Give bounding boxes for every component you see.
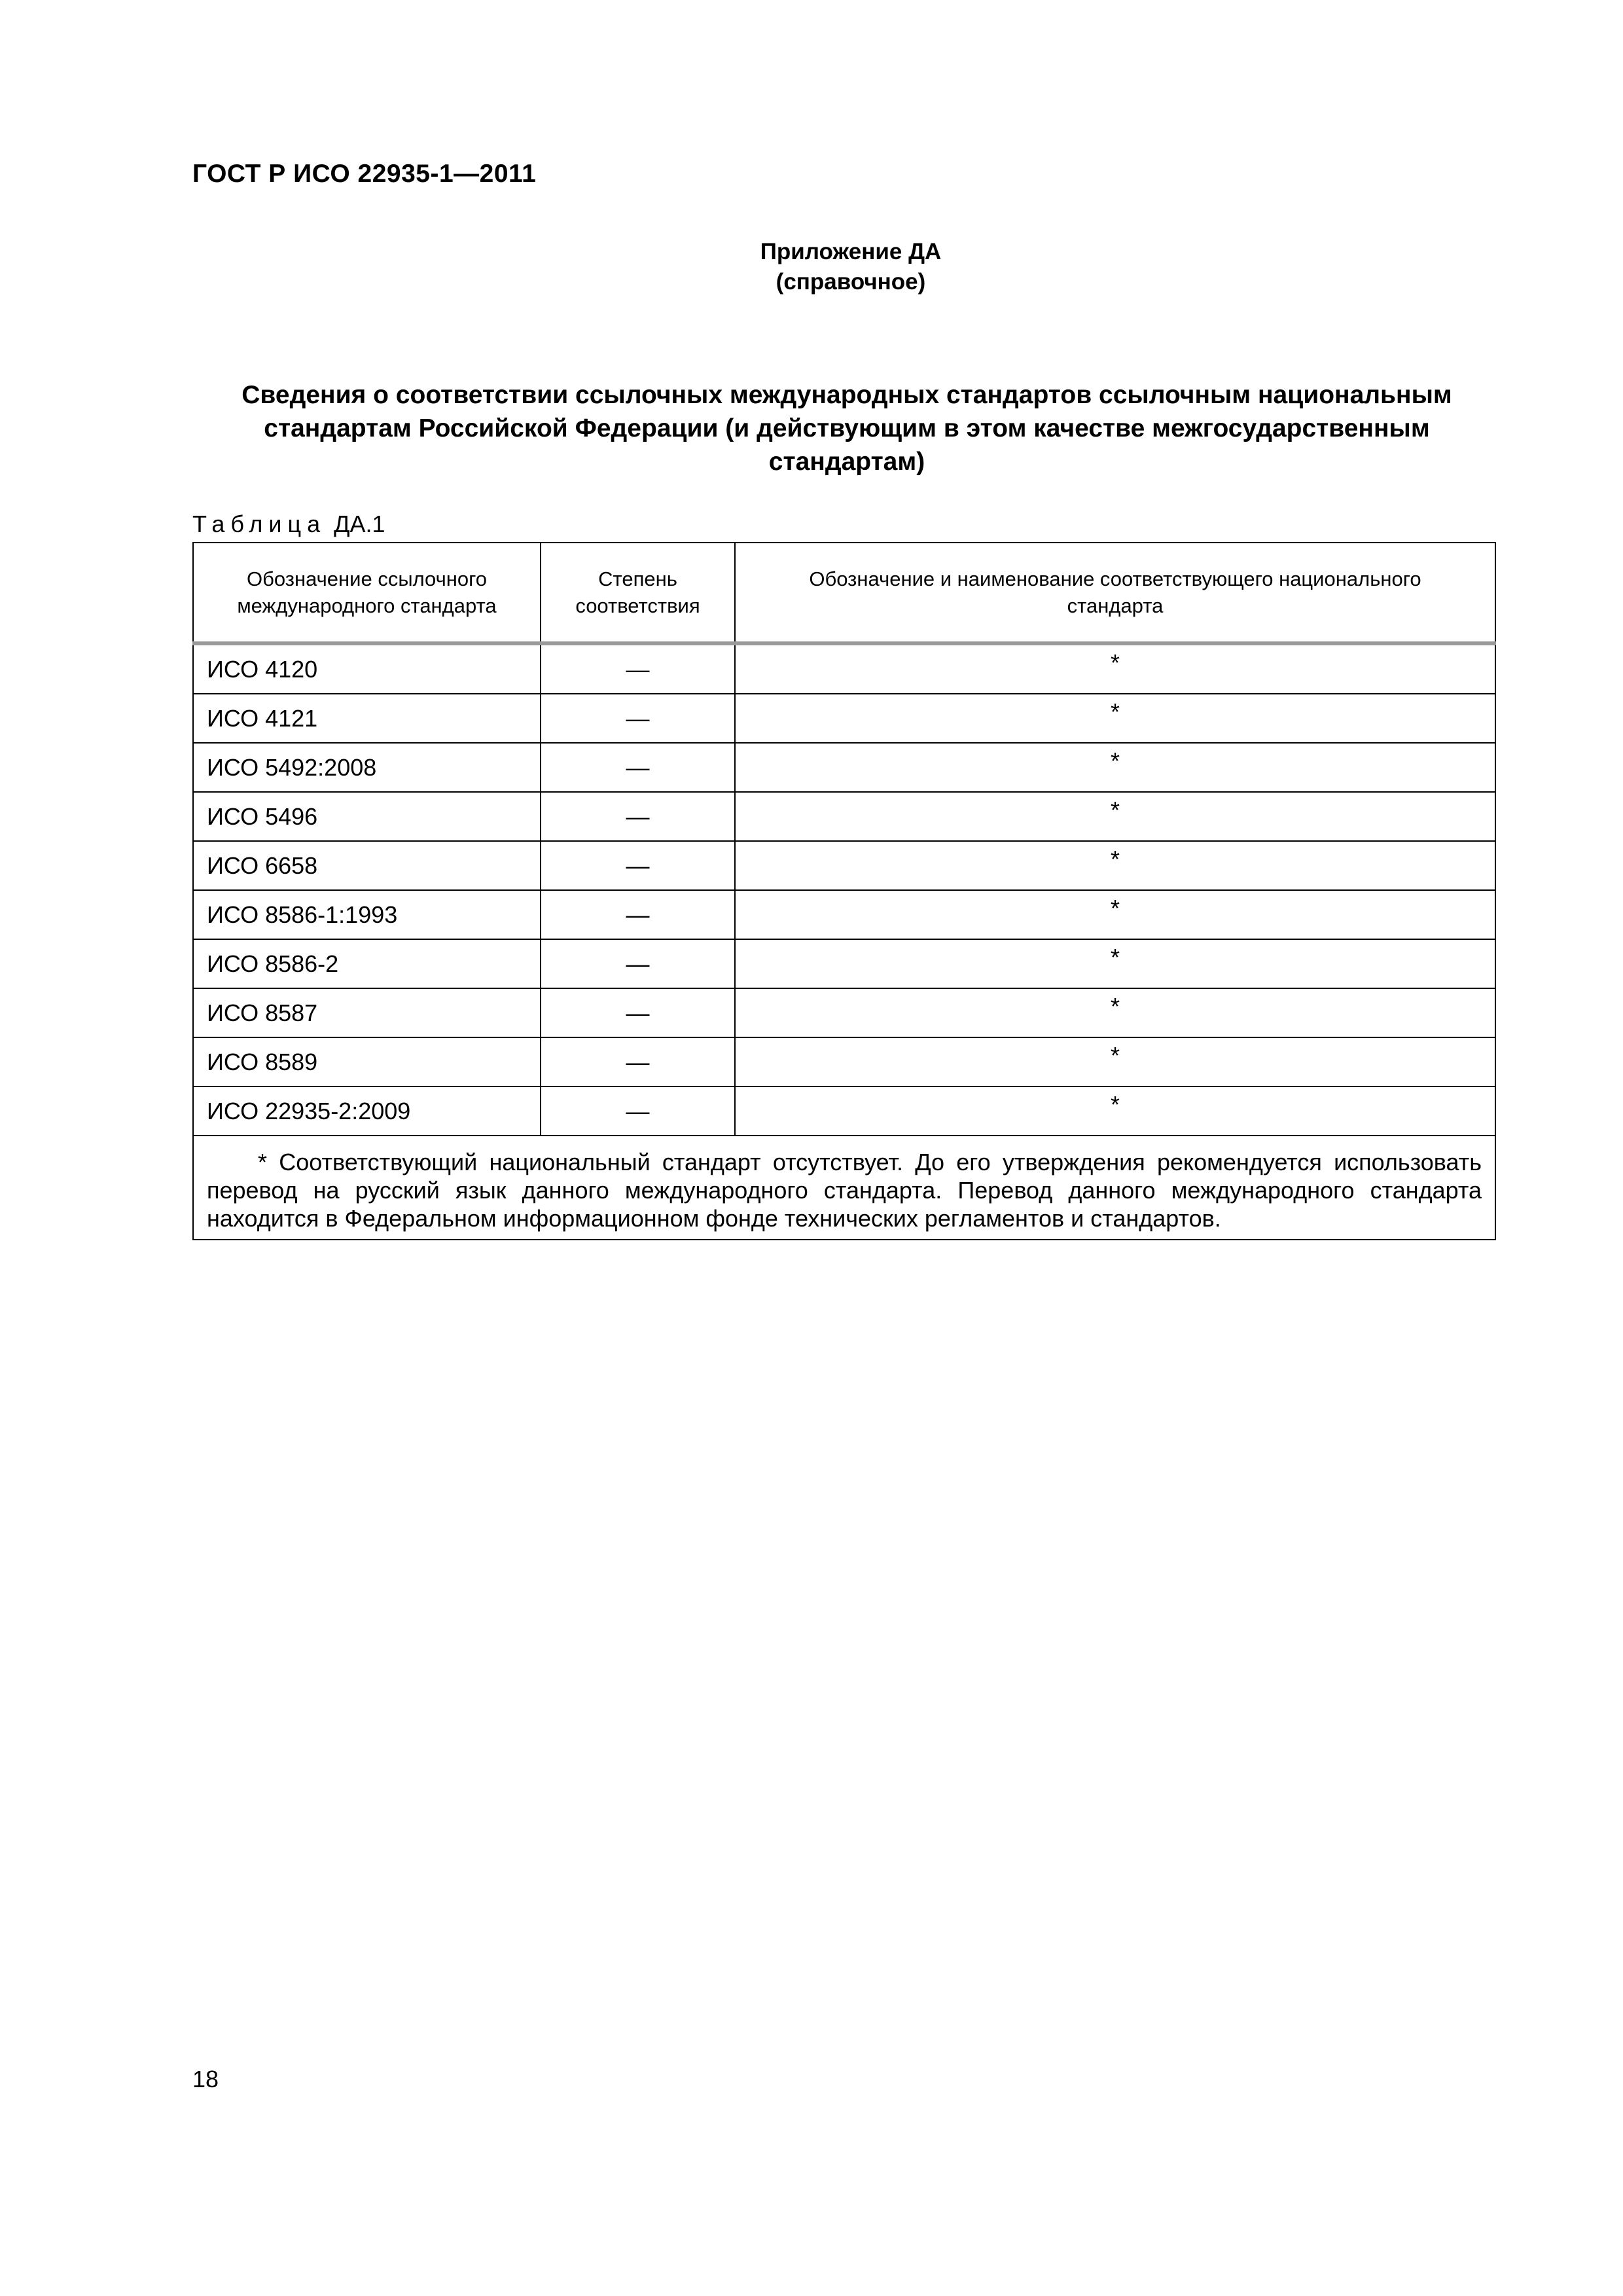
table-row	[193, 939, 1495, 988]
appendix-label: Приложение ДА	[760, 239, 942, 264]
column-header-intl-line-2: международного стандарта	[237, 594, 497, 617]
document-title	[192, 378, 1501, 478]
table-caption-word: Таблица	[192, 511, 327, 537]
page-number: 18	[192, 2066, 219, 2092]
intl-standard-cell: ИСО 5492:2008	[193, 743, 541, 792]
table-row	[193, 694, 1495, 743]
degree-cell: —	[541, 841, 735, 890]
intl-standard-cell: ИСО 8586-2	[193, 939, 541, 988]
table-row	[193, 743, 1495, 792]
degree-cell: —	[541, 1037, 735, 1086]
table-row	[193, 890, 1495, 939]
table-header-row	[193, 543, 1495, 643]
title-line-3: стандартам)	[768, 448, 925, 476]
degree-cell: —	[541, 939, 735, 988]
intl-standard-cell: ИСО 4121	[193, 694, 541, 743]
column-header-degree	[541, 543, 735, 643]
national-standard-cell: *	[735, 841, 1495, 890]
document-code: ГОСТ Р ИСО 22935-1—2011	[192, 160, 537, 188]
intl-standard-cell: ИСО 6658	[193, 841, 541, 890]
degree-cell: —	[541, 1086, 735, 1136]
table-row	[193, 841, 1495, 890]
table-footnote-row	[193, 1136, 1495, 1240]
intl-standard-cell: ИСО 4120	[193, 643, 541, 694]
national-standard-cell: *	[735, 988, 1495, 1037]
intl-standard-cell: ИСО 5496	[193, 792, 541, 841]
national-standard-cell: *	[735, 939, 1495, 988]
national-standard-cell: *	[735, 792, 1495, 841]
appendix-type: (справочное)	[776, 269, 926, 295]
column-header-intl-line-1: Обозначение ссылочного	[247, 567, 487, 590]
national-standard-cell: *	[735, 1037, 1495, 1086]
intl-standard-cell: ИСО 8586-1:1993	[193, 890, 541, 939]
degree-cell: —	[541, 643, 735, 694]
national-standard-cell: *	[735, 694, 1495, 743]
table-row	[193, 1037, 1495, 1086]
table-row	[193, 988, 1495, 1037]
degree-cell: —	[541, 792, 735, 841]
appendix-heading	[720, 237, 982, 297]
column-header-national-line-2: стандарта	[1067, 594, 1164, 617]
table-row	[193, 792, 1495, 841]
correspondence-table	[192, 542, 1496, 1240]
national-standard-cell: *	[735, 1086, 1495, 1136]
footnote-text: * Соответствующий национальный стандарт отсутствует. До его утверждения рекомендуется использовать перевод на русский язык данного международного стандарта. Перевод данного международного стандарта находится в Федеральном информационном фонде технических регламентов и стандартов.	[207, 1149, 1482, 1232]
degree-cell: —	[541, 694, 735, 743]
table-caption	[192, 511, 385, 538]
column-header-intl	[193, 543, 541, 643]
column-header-degree-line-2: соответствия	[575, 594, 700, 617]
degree-cell: —	[541, 988, 735, 1037]
degree-cell: —	[541, 743, 735, 792]
column-header-national	[735, 543, 1495, 643]
national-standard-cell: *	[735, 890, 1495, 939]
table-caption-id: ДА.1	[334, 511, 385, 537]
national-standard-cell: *	[735, 643, 1495, 694]
column-header-national-line-1: Обозначение и наименование соответствующего национального	[809, 567, 1421, 590]
intl-standard-cell: ИСО 8589	[193, 1037, 541, 1086]
title-line-1: Сведения о соответствии ссылочных международных стандартов ссылочным национальным	[241, 381, 1452, 409]
table-row	[193, 643, 1495, 694]
intl-standard-cell: ИСО 8587	[193, 988, 541, 1037]
title-line-2: стандартам Российской Федерации (и действующим в этом качестве межгосударственным	[264, 414, 1430, 442]
intl-standard-cell: ИСО 22935-2:2009	[193, 1086, 541, 1136]
degree-cell: —	[541, 890, 735, 939]
table-footnote	[193, 1136, 1495, 1240]
national-standard-cell: *	[735, 743, 1495, 792]
table-row	[193, 1086, 1495, 1136]
column-header-degree-line-1: Степень	[598, 567, 677, 590]
